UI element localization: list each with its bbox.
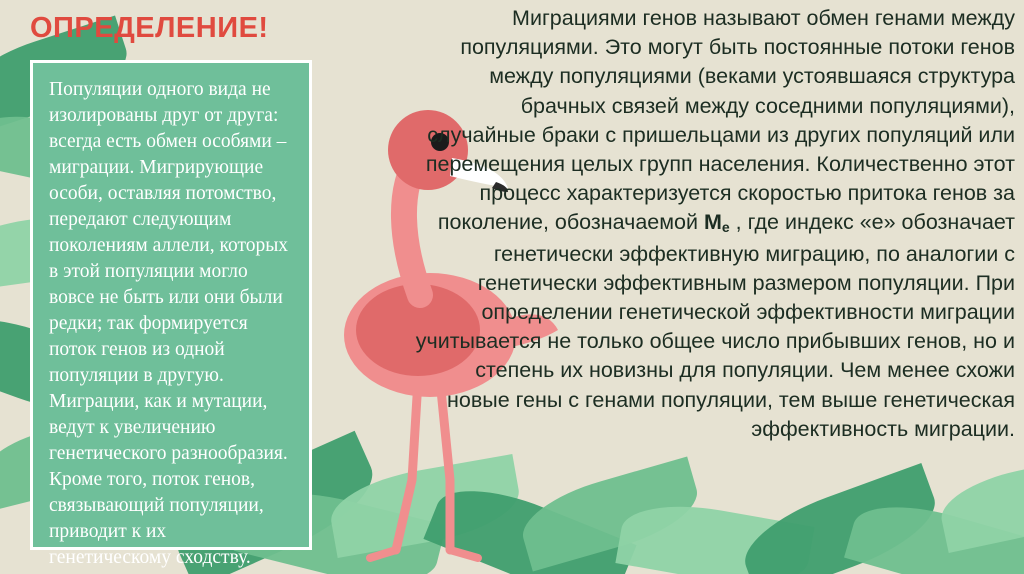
leaf-decoration-icon — [935, 453, 1024, 553]
page-title: ОПРЕДЕЛЕНИЕ! — [30, 12, 269, 44]
symbol-me — [704, 210, 730, 234]
body-text-part2: , где индекс «e» обозначает генетически эффективную миграцию, по аналогии с генетически эффективным размером популяции. При определении генетической эффективности миграции учитывается не только общее число прибывших генов, но и степень их новизны для популяции. Чем менее схожи новые гены с генами популяции, тем выше генетическая эффективность миграции. — [415, 210, 1015, 441]
body-text — [415, 4, 1015, 444]
symbol-me-letter: M — [703, 210, 722, 235]
definition-text: Популяции одного вида не изолированы друг от друга: всегда есть обмен особями – миграции. Мигрирующие особи, оставляя потомство, передают следующим поколениям аллели, которых в этой популяции могло вовсе не быть или они были редки; так формируется поток генов из одной популяции в другую. Миграции, как и мутации, ведут к увеличению генетического разнообразия. Кроме того, поток генов, связывающий популяции, приводит к их генетическому сходству. — [49, 79, 289, 568]
symbol-me-subscript: e — [721, 219, 730, 236]
definition-box — [30, 60, 312, 568]
body-text-part1: Миграциями генов называют обмен генами между популяциями. Это могут быть постоянные потоки генов между популяциями (веками устоявшаяся структура брачных связей между соседними популяциями), случайные браки с пришельцами из других популяций или перемещения целых групп населения. Количественно этот процесс характеризуется скоростью притока генов за поколение, обозначаемой — [425, 6, 1015, 235]
